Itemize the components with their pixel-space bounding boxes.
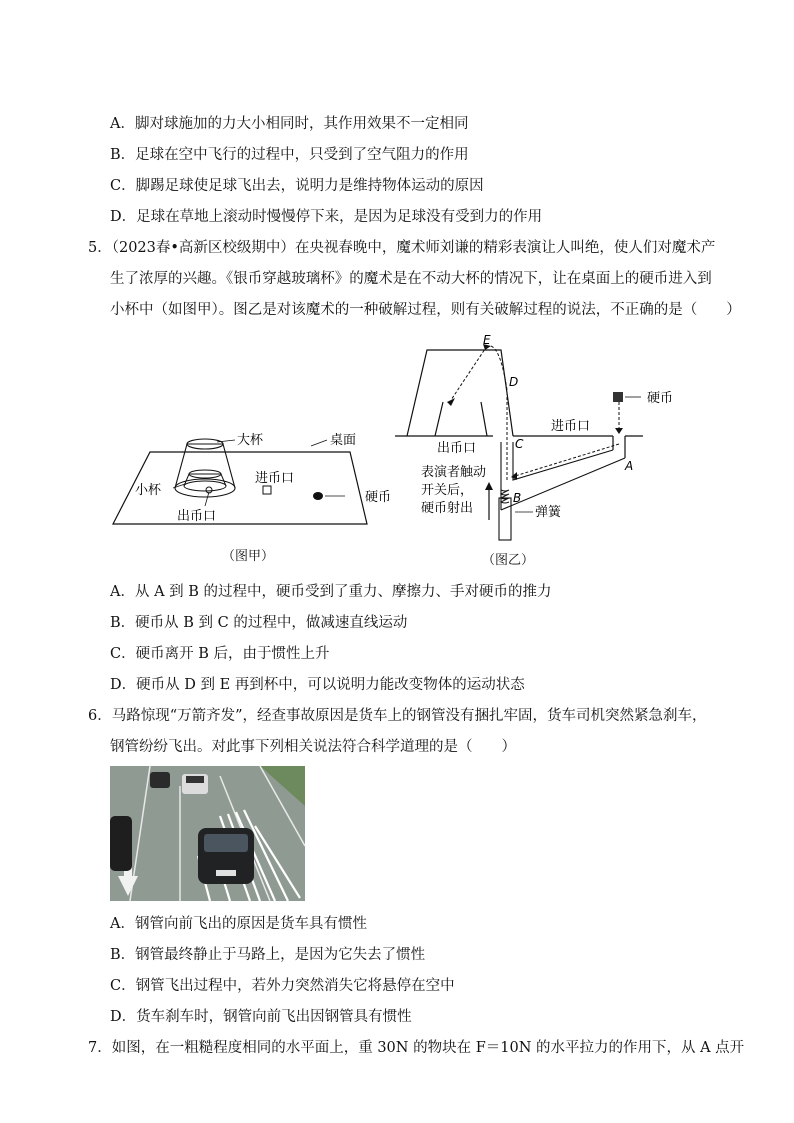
label-entry: 进币口 — [255, 471, 295, 486]
figure-b-caption: （图乙） — [482, 553, 535, 568]
label-D: D — [509, 375, 519, 389]
q4-option-b: B．足球在空中飞行的过程中，只受到了空气阻力的作用 — [110, 147, 469, 163]
label-coin-b: 硬币 — [647, 391, 674, 406]
road-photo — [110, 766, 305, 901]
label-small-cup: 小杯 — [135, 483, 162, 498]
label-exit: 出币口 — [177, 509, 217, 524]
label-exit-b: 出币口 — [437, 441, 477, 456]
entry-hole — [263, 486, 271, 494]
big-cup-section — [407, 350, 513, 436]
figure-a — [105, 420, 392, 530]
label-table: 桌面 — [330, 433, 357, 448]
label-B: B — [513, 491, 522, 505]
label-entry-b: 进币口 — [551, 419, 591, 434]
spring-icon — [501, 490, 509, 503]
q4-option-c: C．脚踢足球使足球飞出去，说明力是维持物体运动的原因 — [110, 178, 484, 194]
figure-a-caption: （图甲） — [222, 549, 275, 564]
q6-option-b: B．钢管最终静止于马路上，是因为它失去了惯性 — [110, 947, 426, 963]
label-note-1: 表演者触动 — [421, 465, 487, 480]
q5-stem-line2: 生了浓厚的兴趣。《银币穿越玻璃杯》的魔术是在不动大杯的情况下，让在桌面上的硬币进入到 — [110, 271, 712, 287]
q5-option-a: A．从 A 到 B 的过程中，硬币受到了重力、摩擦力、手对硬币的推力 — [110, 584, 552, 600]
coin-dot — [313, 492, 323, 500]
q6-option-c: C．钢管飞出过程中，若外力突然消失它将悬停在空中 — [110, 978, 455, 994]
q5-stem-line1: 5．（2023春•高新区校级期中）在央视春晚中，魔术师刘谦的精彩表演让人叫绝，使人们对魔术产 — [88, 240, 716, 256]
q6-stem-line2: 钢管纷纷飞出。对此事下列相关说法符合科学道理的是（ ） — [110, 739, 516, 755]
q6-stem-line1: 6．马路惊现“万箭齐发”，经查事故原因是货车上的钢管没有捆扎牢固，货车司机突然紧急刹车， — [88, 708, 707, 724]
q4-option-d: D．足球在草地上滚动时慢慢停下来，是因为足球没有受到力的作用 — [110, 209, 543, 225]
q5-option-c: C．硬币离开 B 后，由于惯性上升 — [110, 646, 330, 662]
q5-option-b: B．硬币从 B 到 C 的过程中，做减速直线运动 — [110, 615, 408, 631]
label-note-2: 开关后， — [421, 483, 474, 498]
label-coin: 硬币 — [365, 490, 392, 505]
label-E: E — [483, 333, 491, 347]
label-big-cup: 大杯 — [237, 433, 264, 448]
q4-option-a: A．脚对球施加的力大小相同时，其作用效果不一定相同 — [110, 116, 469, 132]
label-A: A — [625, 459, 634, 473]
q5-stem-line3: 小杯中（如图甲）。图乙是对该魔术的一种破解过程，则有关破解过程的说法，不正确的是（ ） — [110, 302, 741, 318]
label-spring: 弹簧 — [535, 505, 562, 520]
q6-option-a: A．钢管向前飞出的原因是货车具有惯性 — [110, 916, 367, 932]
small-cup-section — [435, 402, 487, 436]
q5-option-d: D．硬币从 D 到 E 再到杯中，可以说明力能改变物体的运动状态 — [110, 677, 525, 693]
q7-stem-line1: 7．如图，在一粗糙程度相同的水平面上，重 30N 的物块在 F＝10N 的水平拉力的作用下，从 A 点开 — [88, 1040, 745, 1056]
coin-square — [613, 392, 623, 402]
figure-b — [395, 330, 685, 545]
q6-option-d: D．货车刹车时，钢管向前飞出因钢管具有惯性 — [110, 1009, 412, 1025]
label-note-3: 硬币射出 — [421, 501, 474, 516]
label-C: C — [515, 437, 524, 451]
